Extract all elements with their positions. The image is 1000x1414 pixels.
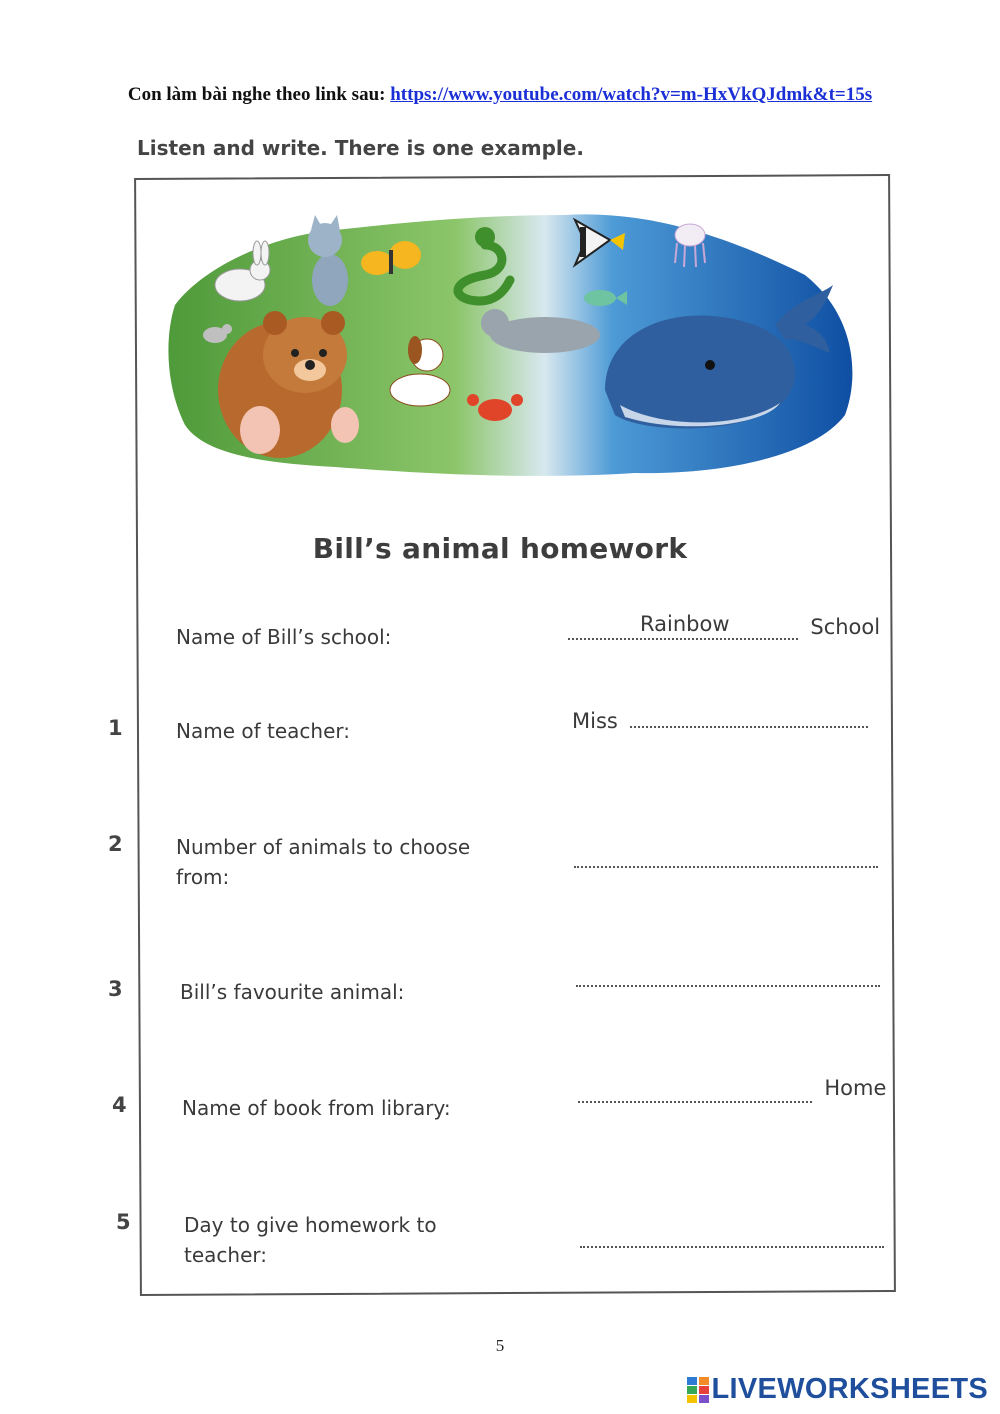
answer-input-line[interactable] bbox=[580, 1226, 884, 1248]
answer-input-line[interactable] bbox=[574, 846, 878, 868]
page-number: 5 bbox=[495, 1336, 505, 1355]
question-number: 1 bbox=[108, 716, 123, 740]
youtube-link[interactable]: https://www.youtube.com/watch?v=m-HxVkQJdmk&t=15s bbox=[390, 84, 873, 105]
answer-input-line[interactable] bbox=[630, 706, 868, 728]
question-number: 4 bbox=[112, 1093, 127, 1117]
question-label: Number of animals to choose from: bbox=[176, 835, 471, 889]
answer-input-line[interactable] bbox=[578, 1081, 812, 1103]
liveworksheets-logo bbox=[687, 1373, 989, 1406]
intro-text: Con làm bài nghe theo link sau: bbox=[127, 84, 386, 105]
question-label: Name of teacher: bbox=[176, 719, 350, 743]
animals-illustration bbox=[165, 205, 860, 495]
liveworksheets-icon bbox=[687, 1377, 709, 1403]
example-answer: Rainbow bbox=[640, 612, 730, 636]
answer-area bbox=[576, 965, 880, 992]
answer-area bbox=[578, 1076, 887, 1108]
answer-prefix: Miss bbox=[572, 709, 618, 733]
answer-area bbox=[580, 1226, 884, 1253]
question-label: Day to give homework to teacher: bbox=[184, 1213, 437, 1267]
question-number: 3 bbox=[108, 977, 123, 1001]
question-label: Bill’s favourite animal: bbox=[180, 980, 405, 1004]
brand-name: LIVEWORKSHEETS bbox=[711, 1373, 988, 1405]
task-instruction: Listen and write. There is one example. bbox=[137, 136, 584, 160]
answer-input-line[interactable] bbox=[576, 965, 880, 987]
answer-suffix: Home bbox=[824, 1076, 887, 1100]
example-answer-line bbox=[568, 612, 798, 640]
example-suffix: School bbox=[810, 615, 881, 639]
answer-area bbox=[572, 706, 868, 733]
example-answer-area bbox=[568, 612, 881, 645]
question-number: 2 bbox=[108, 832, 123, 856]
example-label: Name of Bill’s school: bbox=[176, 625, 392, 649]
question-number: 5 bbox=[116, 1210, 131, 1234]
answer-area bbox=[574, 846, 878, 873]
listening-instruction-line bbox=[0, 84, 1000, 106]
question-label: Name of book from library: bbox=[182, 1096, 451, 1120]
worksheet-title: Bill’s animal homework bbox=[312, 532, 688, 565]
